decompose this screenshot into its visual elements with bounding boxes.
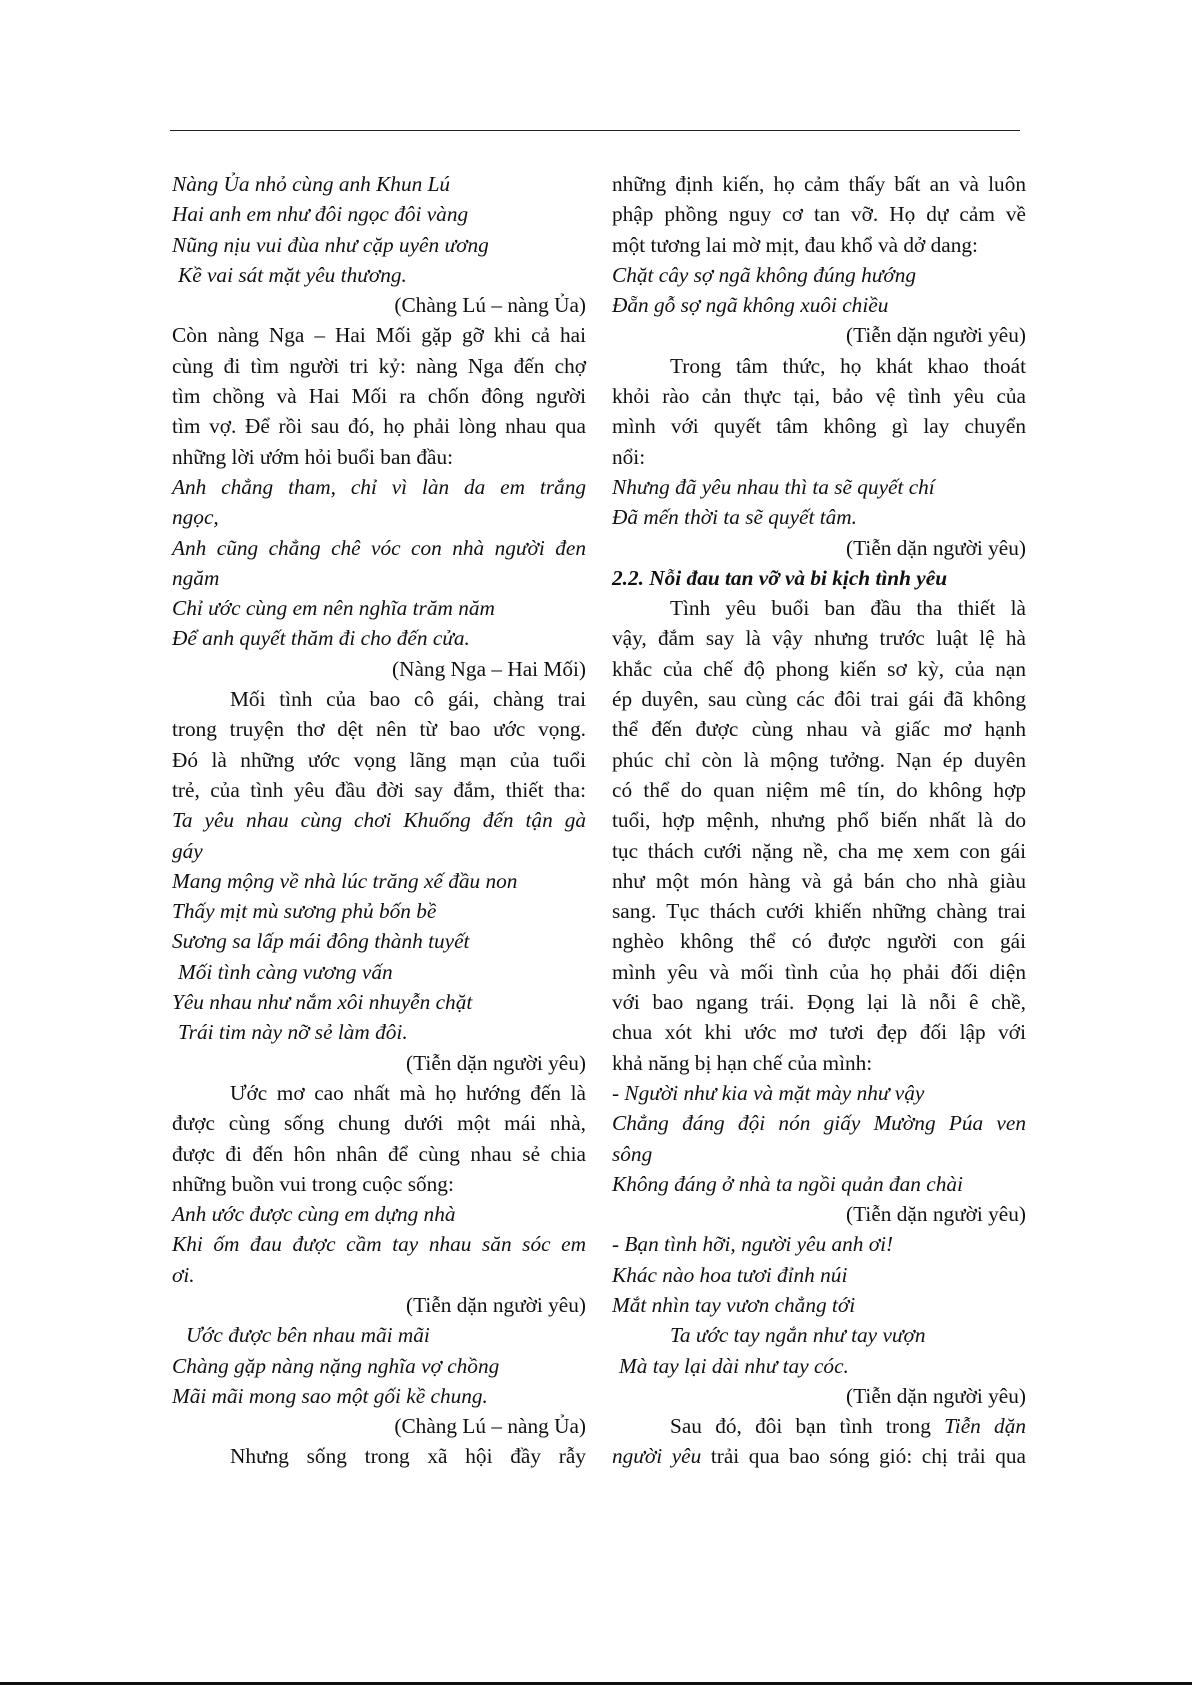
body-line: được đi đến hôn nhân để cùng nhau sẻ chia	[172, 1141, 586, 1166]
verse-line: Yêu nhau như nắm xôi nhuyễn chặt	[172, 990, 473, 1015]
left-column	[172, 169, 586, 1472]
body-line: trong truyện thơ dệt nên từ bao ước vọng.	[172, 717, 586, 742]
verse-line: Anh chẳng tham, chỉ vì làn da em trắng	[172, 474, 586, 499]
verse-line: Mang mộng về nhà lúc trăng xế đầu non	[172, 868, 518, 893]
verse-line: Chỉ ước cùng em nên nghĩa trăm năm	[172, 596, 495, 621]
verse-line: Anh cũng chẳng chê vóc con nhà người đen	[172, 535, 586, 560]
verse-line: Mãi mãi mong sao một gối kề chung.	[172, 1383, 488, 1408]
header-rule	[170, 130, 1020, 131]
verse-line: Kề vai sát mặt yêu thương.	[178, 262, 407, 287]
verse-line: Anh ước được cùng em dựng nhà	[172, 1202, 456, 1227]
verse-line: Ước được bên nhau mãi mãi	[186, 1323, 430, 1348]
source-citation: (Chàng Lú – nàng Ủa)	[394, 293, 586, 318]
verse-line: - Bạn tình hỡi, người yêu anh ơi!	[612, 1232, 894, 1257]
verse-line: Mắt nhìn tay vươn chẳng tới	[612, 1292, 856, 1317]
body-line: với bao ngang trái. Đọng lại là nỗi ê chề,	[612, 990, 1026, 1015]
body-line: những buồn vui trong cuộc sống:	[172, 1171, 454, 1196]
verse-line: Ta yêu nhau cùng chơi Khuống đến tận gà	[172, 808, 586, 833]
body-line: phúc chỉ còn là mộng tưởng. Nạn ép duyên	[612, 747, 1026, 772]
body-line	[612, 1441, 1026, 1471]
body-line: mình với quyết tâm không gì lay chuyển	[612, 414, 1026, 439]
body-line: thể đến được cùng nhau và giấc mơ hạnh	[612, 717, 1026, 742]
body-line: Ước mơ cao nhất mà họ hướng đến là	[230, 1080, 586, 1105]
source-citation: (Tiễn dặn người yêu)	[406, 1050, 586, 1075]
body-line: sang. Tục thách cưới khiến những chàng trai	[612, 899, 1026, 924]
verse-line: ngọc,	[172, 505, 219, 530]
verse-line: Hai anh em như đôi ngọc đôi vàng	[172, 202, 469, 227]
verse-line: Trái tim này nỡ sẻ làm đôi.	[178, 1020, 408, 1045]
right-column	[612, 169, 1026, 1472]
body-line: có thể do quan niệm mê tín, do không hợp	[612, 777, 1026, 802]
body-line: Nhưng sống trong xã hội đầy rẫy	[230, 1444, 586, 1469]
body-line: cùng đi tìm người tri kỷ: nàng Nga đến chợ	[172, 353, 586, 378]
verse-line: Khác nào hoa tươi đỉnh núi	[612, 1262, 848, 1287]
verse-line: gáy	[172, 838, 203, 863]
body-line: phập phồng nguy cơ tan vỡ. Họ dự cảm về	[612, 202, 1026, 227]
verse-line: Khi ốm đau được cầm tay nhau săn sóc em	[172, 1232, 586, 1257]
body-line: ép duyên, sau cùng các đôi trai gái đã không	[612, 687, 1026, 712]
body-line: tuổi, hợp mệnh, nhưng phổ biến nhất là do	[612, 808, 1026, 833]
body-line: Tình yêu buổi ban đầu tha thiết là	[670, 596, 1026, 621]
source-citation: (Tiễn dặn người yêu)	[406, 1292, 586, 1317]
source-citation: (Tiễn dặn người yêu)	[846, 535, 1026, 560]
verse-line: Thấy mịt mù sương phủ bốn bề	[172, 899, 437, 924]
body-line: khả năng bị hạn chế của mình:	[612, 1050, 873, 1075]
body-line: tìm vợ. Để rồi sau đó, họ phải lòng nhau qua	[172, 414, 586, 439]
body-line: vậy, đắm say là vậy nhưng trước luật lệ hà	[612, 626, 1026, 651]
verse-line: Ta ước tay ngắn như tay vượn	[670, 1323, 926, 1348]
source-citation: (Tiễn dặn người yêu)	[846, 323, 1026, 348]
body-line: tục thách cưới nặng nề, cha mẹ xem con gái	[612, 838, 1026, 863]
verse-line: ngăm	[172, 565, 220, 590]
body-line	[612, 1411, 1026, 1441]
body-line: khỏi rào cản thực tại, bảo vệ tình yêu của	[612, 384, 1026, 409]
verse-line: Không đáng ở nhà ta ngồi quản đan chài	[612, 1171, 963, 1196]
body-line: chua xót khi ước mơ tươi đẹp đối lập với	[612, 1020, 1026, 1045]
verse-line: Đẵn gỗ sợ ngã không xuôi chiều	[612, 293, 889, 318]
work-title: người yêu	[612, 1444, 702, 1469]
verse-line: Đã mến thời ta sẽ quyết tâm.	[612, 505, 857, 530]
body-line: mình yêu và mối tình của họ phải đối diện	[612, 959, 1026, 984]
body-line: Đó là những ước vọng lãng mạn của tuổi	[172, 747, 586, 772]
source-citation: (Tiễn dặn người yêu)	[846, 1383, 1026, 1408]
body-line: nghèo không thể có được người con gái	[612, 929, 1026, 954]
verse-line: Mà tay lại dài như tay cóc.	[619, 1353, 849, 1378]
body-line: tìm chồng và Hai Mối ra chốn đông người	[172, 384, 586, 409]
body-line: những lời ướm hỏi buổi ban đầu:	[172, 444, 454, 469]
verse-line: Nàng Ủa nhỏ cùng anh Khun Lú	[172, 172, 451, 196]
body-line: những định kiến, họ cảm thấy bất an và luôn	[612, 172, 1026, 196]
source-citation: (Nàng Nga – Hai Mối)	[392, 656, 586, 681]
body-line: Mối tình của bao cô gái, chàng trai	[230, 687, 586, 712]
verse-line: sông	[612, 1141, 653, 1166]
body-text: Sau đó, đôi bạn tình trong	[670, 1414, 945, 1439]
verse-line: - Người như kia và mặt mày như vậy	[612, 1080, 925, 1105]
body-line: Còn nàng Nga – Hai Mối gặp gỡ khi cả hai	[172, 323, 586, 348]
verse-line: Chàng gặp nàng nặng nghĩa vợ chồng	[172, 1353, 500, 1378]
verse-line: Sương sa lấp mái đông thành tuyết	[172, 929, 470, 954]
body-line: nổi:	[612, 444, 646, 469]
source-citation: (Chàng Lú – nàng Ủa)	[394, 1414, 586, 1439]
body-text: trải qua bao sóng gió: chị trải qua	[701, 1444, 1027, 1469]
verse-line: Nhưng đã yêu nhau thì ta sẽ quyết chí	[612, 474, 935, 499]
verse-line: Nũng nịu vui đùa như cặp uyên ương	[172, 232, 489, 257]
source-citation: (Tiễn dặn người yêu)	[846, 1202, 1026, 1227]
body-line: một tương lai mờ mịt, đau khổ và dở dang:	[612, 232, 978, 257]
body-line: khắc của chế độ phong kiến sơ kỳ, của nạn	[612, 656, 1026, 681]
verse-line: ơi.	[172, 1262, 195, 1287]
body-line: như một món hàng và gả bán cho nhà giàu	[612, 868, 1026, 893]
verse-line: Chặt cây sợ ngã không đúng hướng	[612, 262, 917, 287]
body-line: trẻ, của tình yêu đầu đời say đắm, thiết tha:	[172, 777, 586, 802]
body-line: Trong tâm thức, họ khát khao thoát	[670, 353, 1026, 378]
section-heading: 2.2. Nỗi đau tan vỡ và bi kịch tình yêu	[612, 565, 948, 590]
verse-line: Để anh quyết thăm đi cho đến cửa.	[172, 626, 470, 651]
verse-line: Mối tình càng vương vấn	[178, 959, 393, 984]
verse-line: Chẳng đáng đội nón giấy Mường Púa ven	[612, 1111, 1026, 1136]
work-title: Tiễn dặn	[944, 1414, 1026, 1439]
body-line: được cùng sống chung dưới một mái nhà,	[172, 1111, 586, 1136]
